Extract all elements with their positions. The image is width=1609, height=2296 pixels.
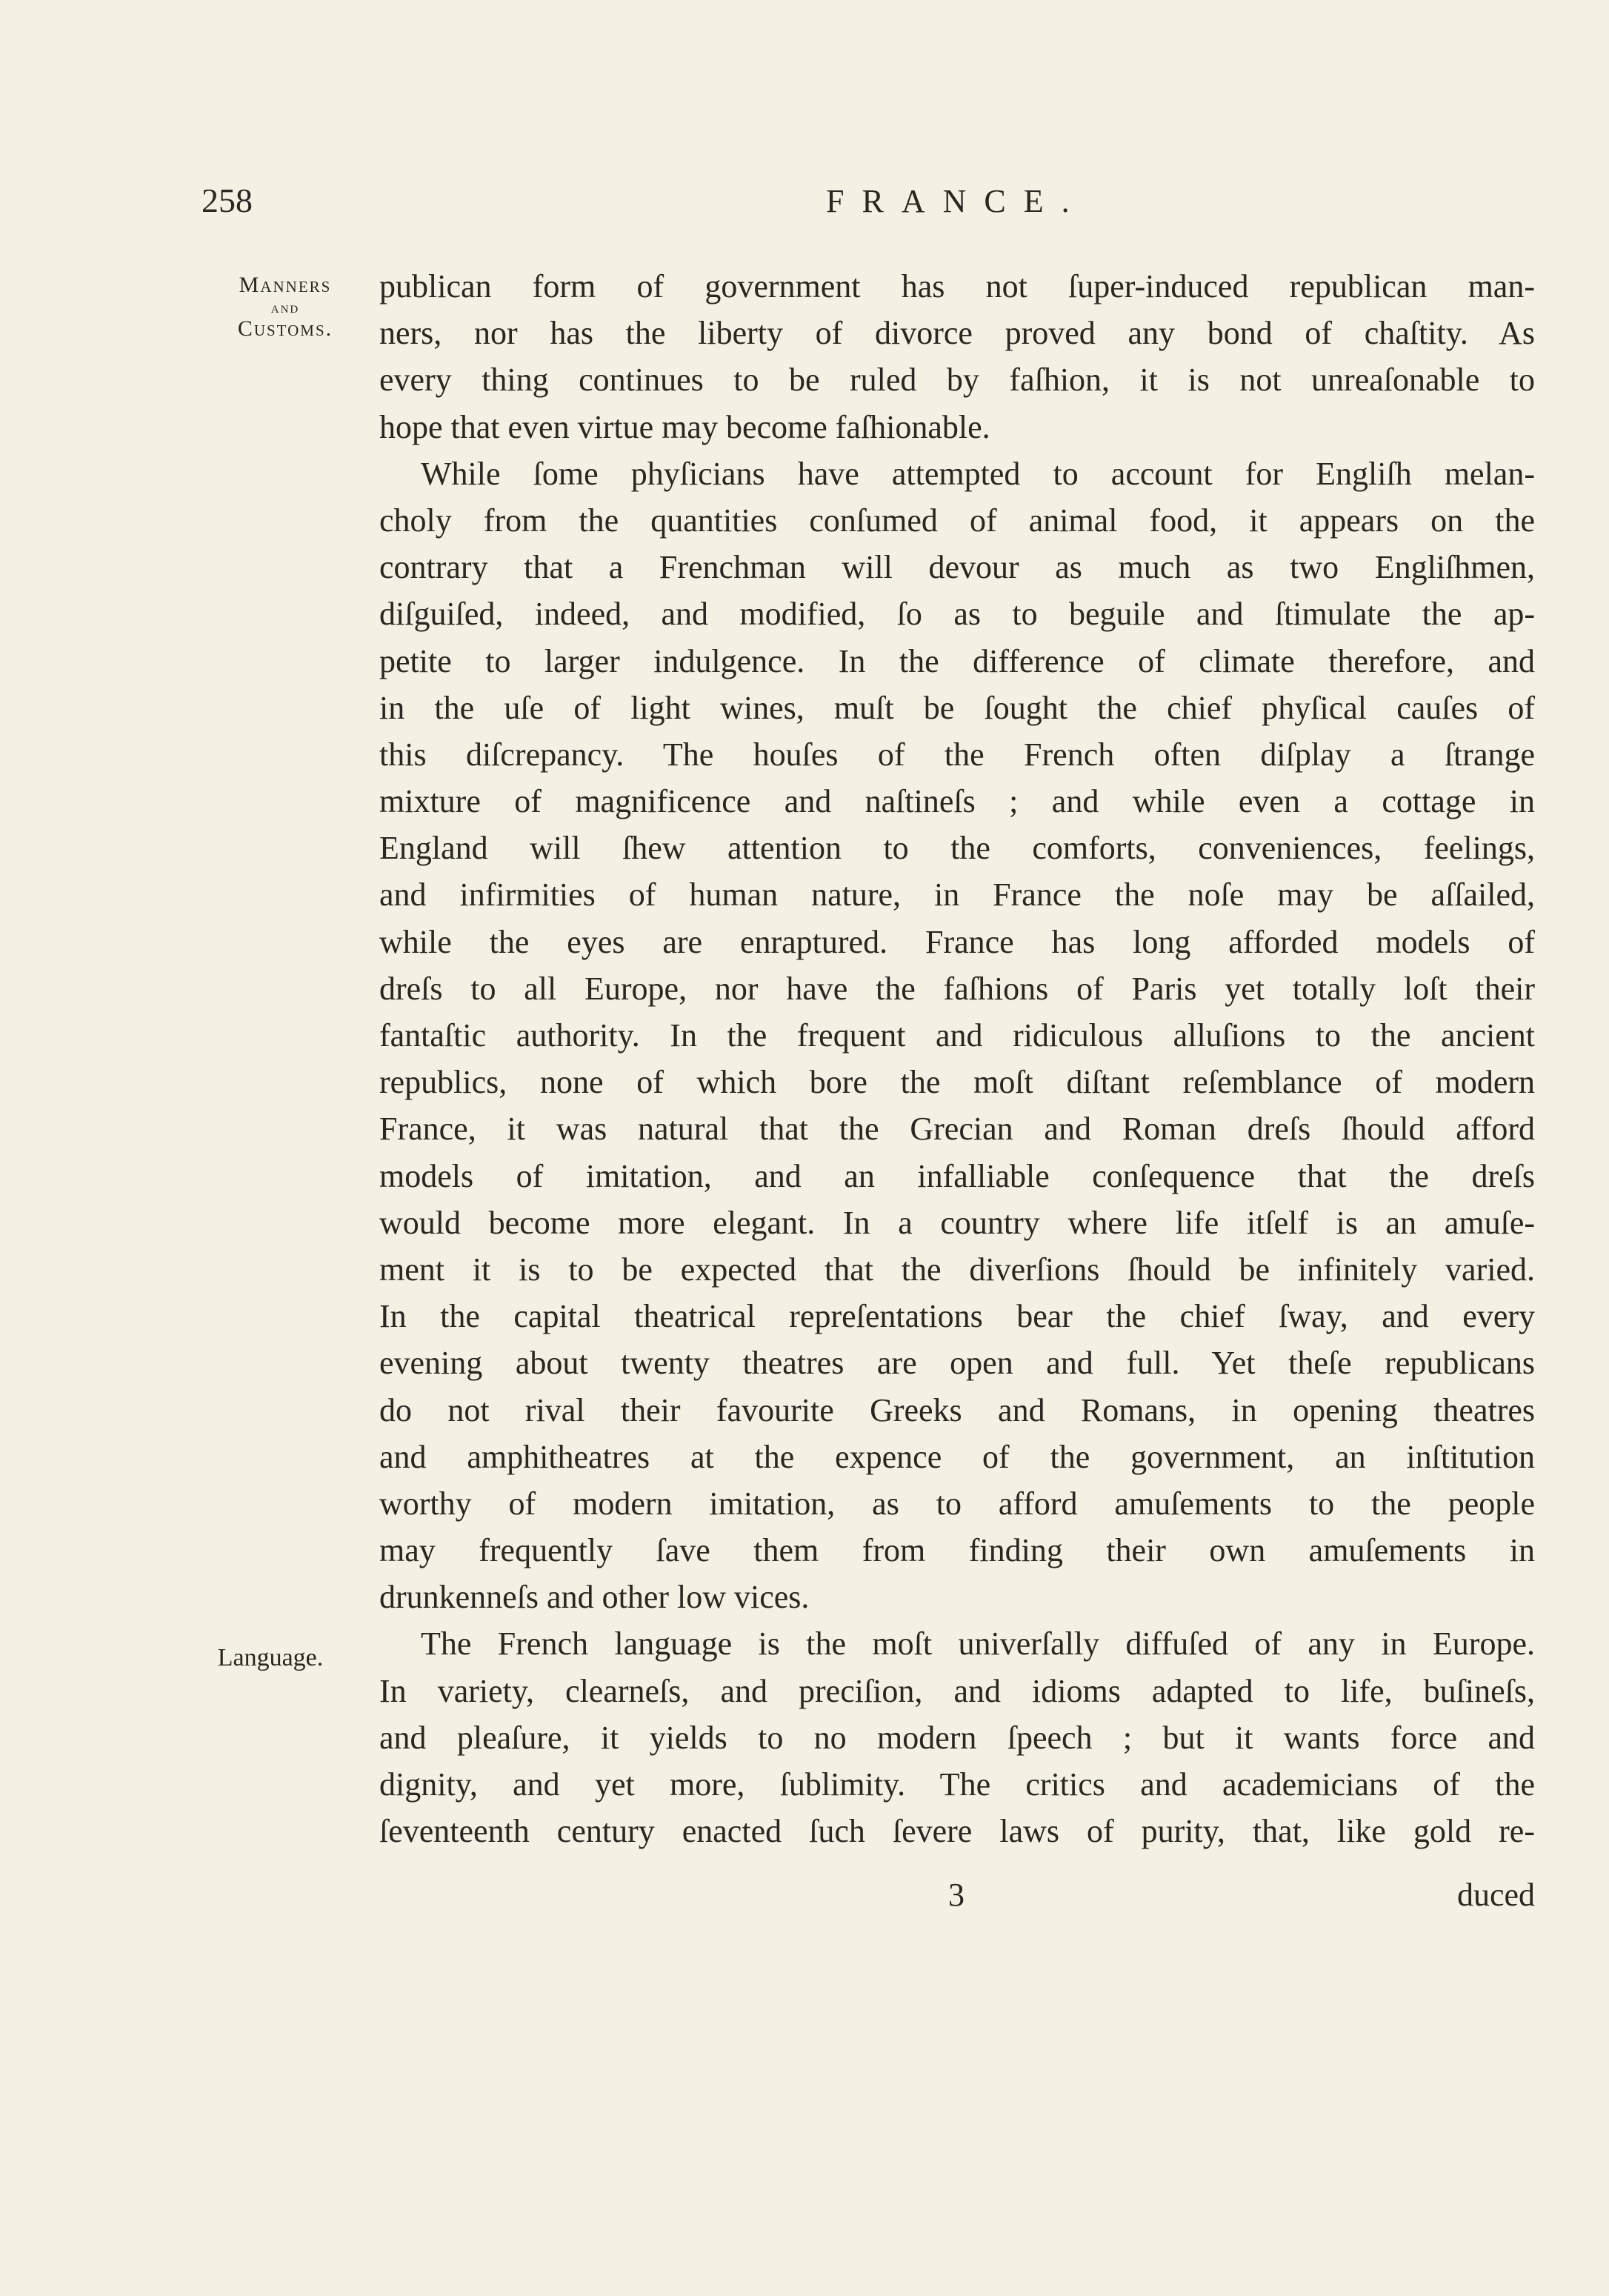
margin-note-line: and <box>270 297 300 316</box>
text-line: ment it is to be expected that the diverſions ſhould be infinitely varied. <box>379 1251 1535 1288</box>
text-line: may frequently ſave them from finding their own amuſements in <box>379 1532 1535 1569</box>
text-line: petite to larger indulgence. In the difference of climate therefore, and <box>379 642 1535 679</box>
text-line: France, it was natural that the Grecian and Roman dreſs ſhould afford <box>379 1111 1535 1148</box>
text-line: dreſs to all Europe, nor have the faſhions of Paris yet totally loſt their <box>379 970 1535 1007</box>
text-line: would become more elegant. In a country where life itſelf is an amuſe- <box>379 1204 1535 1241</box>
margin-note-manners-and-customs <box>211 273 359 342</box>
paragraph-first-line: While ſome phyſicians have attempted to account for Engliſh melan- <box>421 455 1535 492</box>
text-line: worthy of modern imitation, as to afford amuſements to the people <box>379 1485 1535 1522</box>
text-line: contrary that a Frenchman will devour as much as two Engliſhmen, <box>379 549 1535 586</box>
catchword: duced <box>1456 1877 1535 1913</box>
text-line: drunkenneſs and other low vices. <box>379 1579 810 1616</box>
text-line: while the eyes are enraptured. France has long afforded models of <box>379 923 1535 960</box>
text-line: mixture of magnificence and naſtineſs ; and while even a cottage in <box>379 783 1535 820</box>
page-number: 258 <box>201 182 253 219</box>
text-line: models of imitation, and an infalliable conſequence that the dreſs <box>379 1157 1535 1194</box>
text-line: ners, nor has the liberty of divorce proved any bond of chaſtity. As <box>379 315 1535 352</box>
text-line: every thing continues to be ruled by faſhion, it is not unreaſonable to <box>379 362 1535 399</box>
text-line: England will ſhew attention to the comforts, conveniences, feelings, <box>379 830 1535 867</box>
text-line: In variety, clearneſs, and preciſion, and idioms adapted to life, buſineſs, <box>379 1672 1535 1709</box>
text-line: and pleaſure, it yields to no modern ſpeech ; but it wants force and <box>379 1719 1535 1756</box>
text-line: dignity, and yet more, ſublimity. The critics and academicians of the <box>379 1766 1535 1803</box>
signature-mark: 3 <box>948 1877 965 1913</box>
text-line: ſeventeenth century enacted ſuch ſevere laws of purity, that, like gold re- <box>379 1813 1535 1850</box>
text-line: this diſcrepancy. The houſes of the French often diſplay a ſtrange <box>379 736 1535 773</box>
paragraph-first-line: The French language is the moſt univerſally diffuſed of any in Europe. <box>421 1625 1535 1663</box>
text-line: hope that even virtue may become faſhionable. <box>379 408 990 445</box>
page-footer <box>379 1876 1535 1920</box>
running-title: FRANCE. <box>826 183 1087 219</box>
text-line: choly from the quantities conſumed of animal food, it appears on the <box>379 502 1535 539</box>
text-line: diſguiſed, indeed, and modified, ſo as to beguile and ſtimulate the ap- <box>379 596 1535 633</box>
text-line: In the capital theatrical repreſentations bear the chief ſway, and every <box>379 1298 1535 1335</box>
body-text <box>379 263 1535 1854</box>
margin-note-language: Language. <box>217 1644 324 1671</box>
text-line: evening about twenty theatres are open and full. Yet theſe republicans <box>379 1345 1535 1382</box>
text-line: in the uſe of light wines, muſt be ſought the chief phyſical cauſes of <box>379 689 1535 726</box>
text-line: republics, none of which bore the moſt diſtant reſemblance of modern <box>379 1064 1535 1101</box>
text-line: fantaſtic authority. In the frequent and ridiculous alluſions to the ancient <box>379 1017 1535 1054</box>
text-line: and amphitheatres at the expence of the government, an inſtitution <box>379 1438 1535 1475</box>
margin-note-line: Manners <box>239 273 332 297</box>
margin-note-line: Customs. <box>237 316 333 341</box>
text-line: publican form of government has not ſuper-induced republican man- <box>379 268 1535 305</box>
text-line: and infirmities of human nature, in France the noſe may be aſſailed, <box>379 876 1535 914</box>
text-line: do not rival their favourite Greeks and Romans, in opening theatres <box>379 1391 1535 1428</box>
